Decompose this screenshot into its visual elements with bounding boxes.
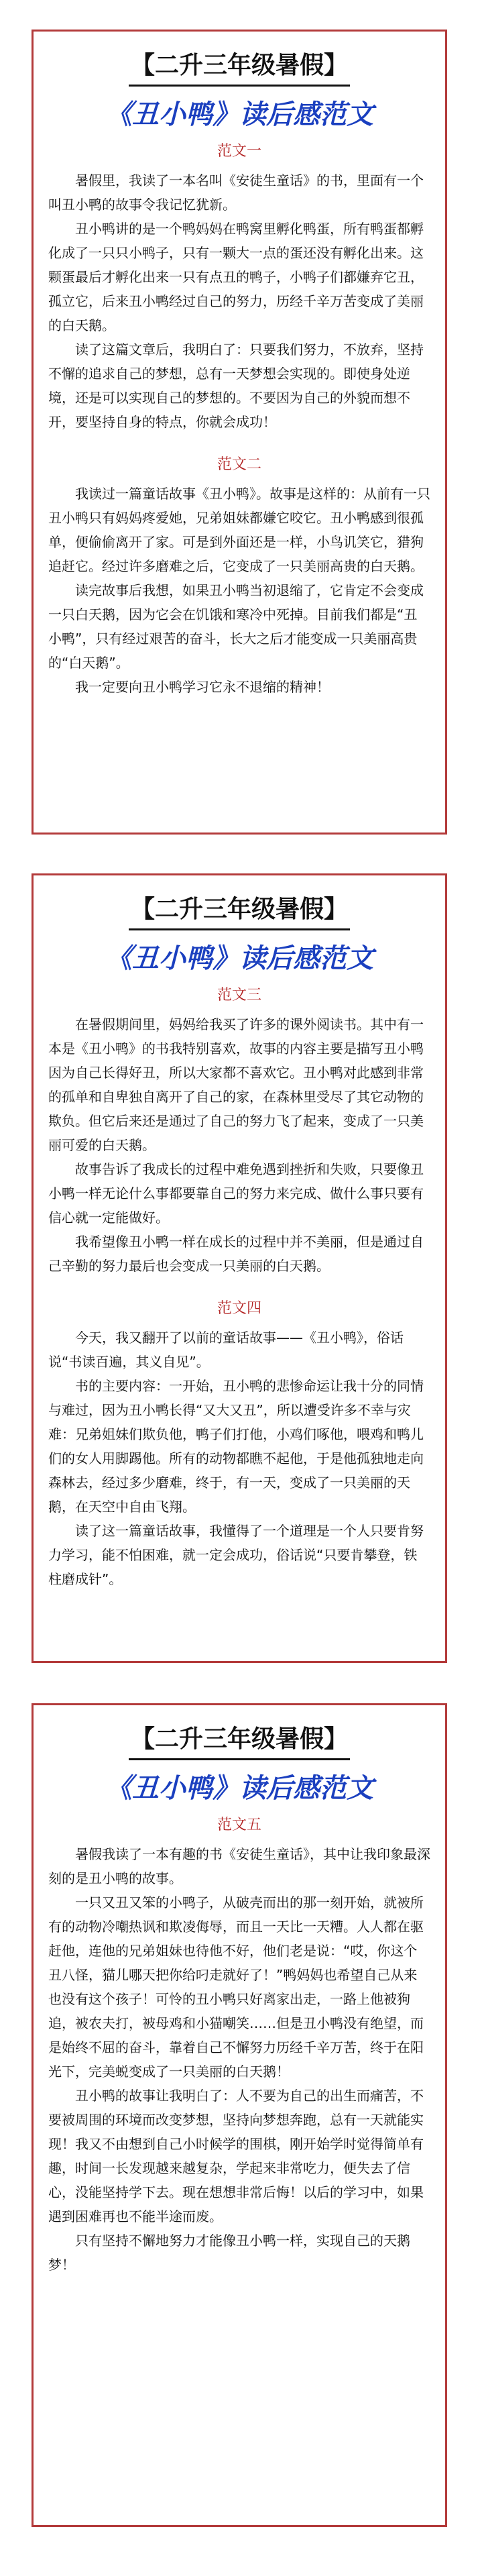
sample-label: 范文三 xyxy=(217,987,261,1004)
paragraph: 在暑假期间里，妈妈给我买了许多的课外阅读书。其中有一本是《丑小鸭》的书我特别喜欢，故事的内容主要是描写丑小鸭因为自己长得好丑，所以大家都不喜欢它。丑小鸭对此感到非常的孤单和自卑独自离开了自己的家，在森林里受尽了其它动物的欺负。但它后来还是通过了自己的努力飞了起来，变成了一只美丽可爱的白天鹅。 xyxy=(48,1016,424,1153)
paragraph: 书的主要内容：一开始，丑小鸭的悲惨命运让我十分的同情与难过，因为丑小鸭长得“又大又丑”，所以遭受许多不幸与灾难：兄弟姐妹们欺负他，鸭子们打他，小鸡们啄他，喂鸡和鸭儿们的女人用脚踢他。所有的动物都瞧不起他，于是他孤独地走向森林去，经过多少磨难，终于，有一天，变成了一只美丽的天鹅，在天空中自由飞翔。 xyxy=(48,1378,424,1515)
paragraph: 暑假我读了一本有趣的书《安徒生童话》，其中让我印象最深刻的是丑小鸭的故事。 xyxy=(48,1846,430,1886)
essay-title: 《丑小鸭》读后感范文 xyxy=(105,943,373,974)
paragraph: 故事告诉了我成长的过程中难免遇到挫折和失败，只要像丑小鸭一样无论什么事都要靠自己的努力来完成、做什么事只要有信心就一定能做好。 xyxy=(48,1161,424,1226)
essay-card-2 xyxy=(32,873,447,1663)
essay-card-3 xyxy=(32,1703,447,2527)
paragraph: 我希望像丑小鸭一样在成长的过程中并不美丽，但是通过自己辛勤的努力最后也会变成一只美丽的白天鹅。 xyxy=(48,1234,424,1274)
paragraph: 读了这篇文章后，我明白了：只要我们努力，不放弃，坚持不懈的追求自己的梦想，总有一天梦想会实现的。即使身处逆境，还是可以实现自己的梦想的。不要因为自己的外貌而想不开，要坚持自身的特点，你就会成功！ xyxy=(48,341,424,430)
paragraph: 读了这一篇童话故事，我懂得了一个道理是一个人只要肯努力学习，能不怕困难，就一定会成功，俗话说“只要肯攀登，铁柱磨成针”。 xyxy=(48,1523,424,1587)
paragraph: 一只又丑又笨的小鸭子，从破壳而出的那一刻开始，就被所有的动物冷嘲热讽和欺凌侮辱，而且一天比一天糟。人人都在驱赶他，连他的兄弟姐妹也待他不好，他们老是说：“哎，你这个丑八怪，猫儿哪天把你给叼走就好了！”鸭妈妈也希望自己从来也没有这个孩子！可怜的丑小鸭只好离家出走，一路上他被狗追，被农夫打，被母鸡和小猫嘲笑……但是丑小鸭没有绝望，而是始终不屈的奋斗，靠着自己不懈努力历经千辛万苦，终于在阳光下，完美蜕变成了一只美丽的白天鹅！ xyxy=(48,1894,424,2080)
paragraph: 我一定要向丑小鸭学习它永不退缩的精神！ xyxy=(75,679,330,695)
essay-title: 《丑小鸭》读后感范文 xyxy=(105,1773,373,1804)
header-underline xyxy=(129,928,350,930)
paragraph: 我读过一篇童话故事《丑小鸭》。故事是这样的：从前有一只丑小鸭只有妈妈疼爱她，兄弟姐妹都嫌它咬它。丑小鸭感到很孤单，便偷偷离开了家。可是到外面还是一样，小鸟讥笑它，猎狗追赶它。经过许多磨难之后，它变成了一只美丽高贵的白天鹅。 xyxy=(48,486,430,574)
header-underline xyxy=(129,1758,350,1760)
sample-label: 范文四 xyxy=(217,1300,261,1317)
card-header: 【二升三年级暑假】 xyxy=(48,890,430,930)
paragraph: 读完故事后我想，如果丑小鸭当初退缩了，它肯定不会变成一只白天鹅，因为它会在饥饿和寒冷中死掉。目前我们都是“丑小鸭”，只有经过艰苦的奋斗，长大之后才能变成一只美丽高贵的“白天鹅”。 xyxy=(48,582,424,671)
sample-label: 范文一 xyxy=(217,143,261,160)
paragraph: 只有坚持不懈地努力才能像丑小鸭一样，实现自己的天鹅梦！ xyxy=(48,2233,410,2273)
paragraph: 今天，我又翻开了以前的童话故事——《丑小鸭》，俗话说“书读百遍，其义自见”。 xyxy=(48,1330,404,1370)
essay-title: 《丑小鸭》读后感范文 xyxy=(105,99,373,130)
paragraph: 丑小鸭的故事让我明白了：人不要为自己的出生而痛苦，不要被周围的环境而改变梦想，坚持向梦想奔跑，总有一天就能实现！我又不由想到自己小时候学的围棋，刚开始学时觉得简单有趣，时间一长发现越来越复杂，学起来非常吃力，便失去了信心，没能坚持学下去。现在想想非常后悔！以后的学习中，如果遇到困难再也不能半途而废。 xyxy=(48,2088,424,2224)
card-header: 【二升三年级暑假】 xyxy=(48,1720,430,1760)
essay-card-1 xyxy=(32,30,447,835)
card-header: 【二升三年级暑假】 xyxy=(48,46,430,87)
sample-label: 范文二 xyxy=(217,456,261,473)
paragraph: 丑小鸭讲的是一个鸭妈妈在鸭窝里孵化鸭蛋，所有鸭蛋都孵化成了一只只小鸭子，只有一颗大一点的蛋还没有孵化出来。这颗蛋最后才孵化出来一只有点丑的鸭子，小鸭子们都嫌弃它丑，孤立它，后来丑小鸭经过自己的努力，历经千辛万苦变成了美丽的白天鹅。 xyxy=(48,221,424,333)
paragraph: 暑假里，我读了一本名叫《安徒生童话》的书，里面有一个叫丑小鸭的故事令我记忆犹新。 xyxy=(48,172,424,213)
header-underline xyxy=(129,85,350,87)
sample-label: 范文五 xyxy=(217,1817,261,1833)
